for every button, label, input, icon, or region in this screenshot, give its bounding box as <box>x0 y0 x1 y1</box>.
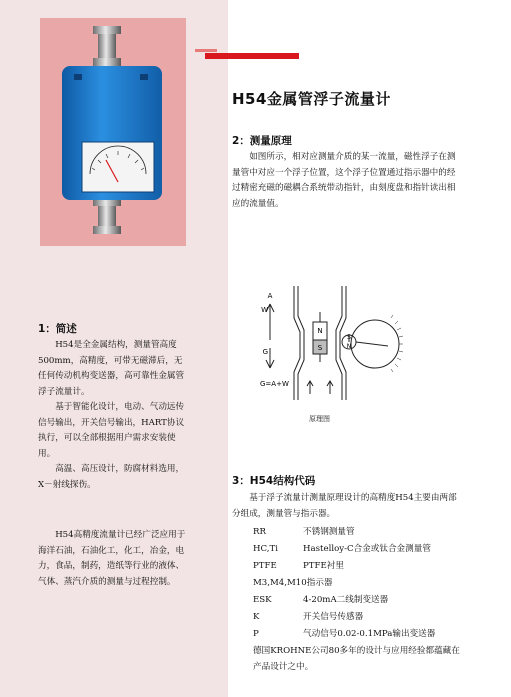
diagram-caption: 原理图 <box>309 415 330 423</box>
code-key: HC,Ti <box>253 544 278 554</box>
label-w: W <box>261 306 268 314</box>
code-desc: M3,M4,M10指示器 <box>253 578 333 588</box>
closing-text: 德国KROHNE公司80多年的设计与应用经验都蕴藏在产品设计之中。 <box>253 646 460 672</box>
accent-bar-light <box>195 49 217 52</box>
principle-diagram-svg <box>258 282 418 408</box>
principle-text: 如图所示，相对应测量介质的某一流量，磁性浮子在测量管中对应一个浮子位置，这个浮子位置通过指示器中的经过精密充磁的磁耦合系统带动指针，由刻度盘和指针读出相应的流量值。 <box>232 152 456 209</box>
intro-paragraph: H54是全金属结构，测量管高度500mm，高精度，可带无磁滞后，无任何传动机构变送器，高可靠性金属管浮子流量计。 <box>38 340 185 397</box>
code-desc: 不锈钢测量管 <box>303 527 355 537</box>
label-s-float: S <box>317 344 323 352</box>
principle-heading: 2：测量原理 <box>232 135 292 147</box>
code-desc: 开关信号传感器 <box>303 612 364 622</box>
code-row <box>253 610 363 625</box>
application-text: H54高精度流量计已经广泛应用于海洋石油，石油化工，化工，冶金，电力，食品，制药，造纸等行业的液体、气体、蒸汽介质的测量与过程控制。 <box>38 530 186 587</box>
label-n: N <box>317 327 323 335</box>
code-row <box>253 542 431 557</box>
codes-intro: 基于浮子流量计测量原理设计的高精度H54主要由两部分组成，测量管与指示器。 <box>232 493 457 519</box>
code-row <box>253 559 344 574</box>
intro-paragraph: 高温、高压设计，防腐材料选用，X－射线探伤。 <box>38 464 185 490</box>
label-a: A <box>267 292 273 300</box>
accent-bar <box>205 53 299 59</box>
code-key: PTFE <box>253 561 277 571</box>
principle-diagram <box>258 282 418 408</box>
code-desc: 气动信号0.02-0.1MPa输出变送器 <box>303 629 436 639</box>
label-formula: G=A+W <box>260 380 289 388</box>
code-key: RR <box>253 527 266 537</box>
label-g: G <box>262 348 268 356</box>
intro-paragraph: 基于智能化设计，电动、气动远传信号输出，开关信号输出，HART协议执行，可以全部根据用户需求安装使用。 <box>38 402 185 459</box>
intro-heading: 1：简述 <box>38 323 77 335</box>
code-desc: Hastelloy-C合金或钛合金测量管 <box>303 544 431 554</box>
flowmeter-image <box>40 18 186 246</box>
code-desc: 4-20mA二线制变送器 <box>303 595 389 605</box>
label-s-magnet: S <box>347 334 351 341</box>
code-key: ESK <box>253 595 272 605</box>
code-row <box>253 593 388 608</box>
page-title: H54金属管浮子流量计 <box>232 90 391 108</box>
code-row <box>253 525 355 540</box>
codes-heading: 3：H54结构代码 <box>232 475 316 487</box>
label-n-magnet: N <box>346 343 352 350</box>
code-key: K <box>253 612 260 622</box>
code-key: P <box>253 629 259 639</box>
intro-text <box>38 338 188 493</box>
code-row <box>253 627 435 642</box>
code-row <box>253 576 333 591</box>
product-photo <box>40 18 186 246</box>
code-desc: PTFE衬里 <box>303 561 344 571</box>
